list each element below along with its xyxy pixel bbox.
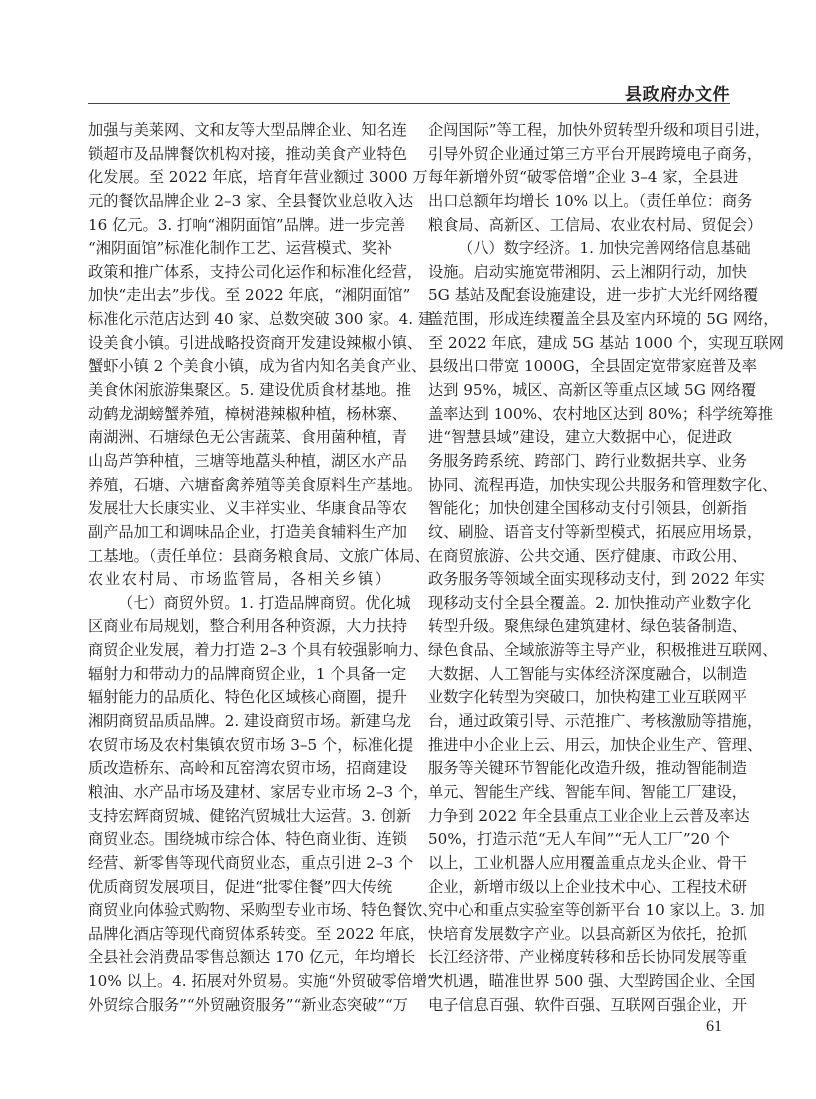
text-line: 粮食局、高新区、工信局、农业农村局、贸促会） xyxy=(428,215,763,234)
text-line: 全县社会消费品零售总额达 170 亿元，年均增长 xyxy=(88,948,416,967)
text-line: 业数字化转型为突破口，加快构建工业互联网平 xyxy=(428,688,747,707)
text-line: 快培育发展数字产业。以县高新区为依托，抢抓 xyxy=(428,924,747,943)
text-line: 湘阴商贸品质品牌。2. 建设商贸市场。新建乌龙 xyxy=(88,712,412,731)
text-line: 电子信息百强、软件百强、互联网百强企业，开 xyxy=(428,995,747,1014)
text-line: 经营、新零售等现代商贸业态，重点引进 2–3 个 xyxy=(88,853,414,872)
text-line: 山岛芦笋种植，三塘等地藠头种植，湖区水产品 xyxy=(88,451,407,470)
header-divider xyxy=(88,103,730,104)
text-line: 力争到 2022 年全县重点工业企业上云普及率达 xyxy=(428,806,750,825)
text-line: 农贸市场及农村集镇农贸市场 3–5 个，标准化提 xyxy=(88,735,414,754)
text-line: 优质商贸发展项目，促进“批零住餐”四大传统 xyxy=(88,877,393,896)
left-text-column xyxy=(88,119,443,1017)
text-line: （八）数字经济。1. 加快完善网络信息基础 xyxy=(458,239,751,258)
text-line: 粮油、水产品市场及建材、家居专业市场 2–3 个， xyxy=(88,782,429,801)
text-line: 养殖，石塘、六塘畜禽养殖等美食原料生产基地。 xyxy=(88,475,423,494)
text-line: 县级出口带宽 1000G，全县固定宽带家庭普及率 xyxy=(428,357,757,376)
text-line: 至 2022 年底，建成 5G 基站 1000 个，实现互联网 xyxy=(428,333,784,352)
text-line: 单元、智能生产线、智能车间、智能工厂建设， xyxy=(428,782,747,801)
text-line: 大数据、人工智能与实体经济深度融合，以制造 xyxy=(428,664,747,683)
text-line: 盖率达到 100%、农村地区达到 80%；科学统筹推 xyxy=(428,404,774,423)
text-line: 政务服务等领域全面实现移动支付，到 2022 年实 xyxy=(428,570,765,589)
text-line: 大机遇，瞄准世界 500 强、大型跨国企业、全国 xyxy=(428,972,756,991)
text-line: 工基地。（责任单位：县商务粮食局、文旅广体局、 xyxy=(88,546,430,565)
text-line: 务服务跨系统、跨部门、跨行业数据共享、业务 xyxy=(428,451,747,470)
running-header-title: 县政府办文件 xyxy=(625,85,730,105)
text-line: （七）商贸外贸。1. 打造品牌商贸。优化城 xyxy=(118,593,411,612)
text-line: 副产品加工和调味品企业，打造美食辅料生产加 xyxy=(88,522,407,541)
text-line: 标准化示范店达到 40 家、总数突破 300 家。4. 建 xyxy=(88,310,434,329)
text-line: 5G 基站及配套设施建设，进一步扩大光纤网络覆 xyxy=(428,286,759,305)
text-line: 锁超市及品牌餐饮机构对接，推动美食产业特色 xyxy=(88,144,407,163)
text-line: 盖范围，形成连续覆盖全县及室内环境的 5G 网络， xyxy=(428,310,779,329)
text-line: 加快“走出去”步伐。至 2022 年底，“湘阴面馆” xyxy=(88,286,411,305)
text-line: 支持宏辉商贸城、健铭汽贸城壮大运营。3. 创新 xyxy=(88,806,412,825)
text-line: 蟹虾小镇 2 个美食小镇，成为省内知名美食产业、 xyxy=(88,357,427,376)
text-line: 商贸业向体验式购物、采购型专业市场、特色餐饮、 xyxy=(88,901,438,920)
text-line: 在商贸旅游、公共交通、医疗健康、市政公用、 xyxy=(428,546,747,565)
text-line: 商贸业态。围绕城市综合体、特色商业街、连锁 xyxy=(88,830,407,849)
text-line: 设美食小镇。引进战略投资商开发建设辣椒小镇、 xyxy=(88,333,423,352)
right-text-column xyxy=(428,119,784,1017)
text-line: 转型升级。聚焦绿色建筑建材、绿色装备制造、 xyxy=(428,617,747,636)
text-line: 究中心和重点实验室等创新平台 10 家以上。3. 加 xyxy=(428,901,765,920)
text-line: 达到 95%，城区、高新区等重点区域 5G 网络覆 xyxy=(428,381,757,400)
text-line: 10% 以上。4. 拓展对外贸易。实施“外贸破零倍增”“ xyxy=(88,972,443,991)
text-line: 政策和推广体系，支持公司化运作和标准化经营， xyxy=(88,262,423,281)
text-line: 进“智慧县域”建设，建立大数据中心，促进政 xyxy=(428,428,733,447)
page-number: 61 xyxy=(706,1018,722,1035)
text-line: 引导外贸企业通过第三方平台开展跨境电子商务， xyxy=(428,144,763,163)
text-line: 企闯国际”等工程，加快外贸转型升级和项目引进， xyxy=(428,121,770,139)
text-line: 智能化；加快创建全国移动支付引领县，创新指 xyxy=(428,499,747,518)
text-line: 辐射能力的品质化、特色化区域核心商圈，提升 xyxy=(88,688,407,707)
text-line: 区商业布局规划，整合利用各种资源，大力扶持 xyxy=(88,617,407,636)
text-line: 纹、刷脸、语音支付等新型模式，拓展应用场景， xyxy=(428,522,763,541)
text-line: 推进中小企业上云、用云，加快企业生产、管理、 xyxy=(428,735,763,754)
text-line: 以上，工业机器人应用覆盖重点龙头企业、骨干 xyxy=(428,853,747,872)
text-line: 商贸企业发展，着力打造 2–3 个具有较强影响力、 xyxy=(88,641,429,660)
text-line: 现移动支付全县全覆盖。2. 加快推动产业数字化 xyxy=(428,593,752,612)
text-line: “湘阴面馆”标准化制作工艺、运营模式、奖补 xyxy=(88,239,393,258)
text-line: 每年新增外贸“破零倍增”企业 3–4 家，全县进 xyxy=(428,168,739,187)
text-line: 16 亿元。3. 打响“湘阴面馆”品牌。进一步完善 xyxy=(88,215,406,234)
text-line: 长江经济带、产业梯度转移和岳长协同发展等重 xyxy=(428,948,747,967)
text-line: 设施。启动实施宽带湘阴、云上湘阴行动，加快 xyxy=(428,262,747,281)
text-line: 企业，新增市级以上企业技术中心、工程技术研 xyxy=(428,877,747,896)
text-line: 辐射力和带动力的品牌商贸企业，1 个具备一定 xyxy=(88,664,407,683)
text-line: 元的餐饮品牌企业 2–3 家、全县餐饮业总收入达 xyxy=(88,191,414,210)
text-line: 台，通过政策引导、示范推广、考核激励等措施， xyxy=(428,712,763,731)
text-line: 农业农村局、市场监管局，各相关乡镇） xyxy=(88,570,390,589)
text-line: 发展壮大长康实业、义丰祥实业、华康食品等农 xyxy=(88,499,407,518)
text-line: 绿色食品、全域旅游等主导产业，积极推进互联网、 xyxy=(428,641,778,660)
text-line: 南湖洲、石塘绿色无公害蔬菜、食用菌种植，青 xyxy=(88,428,407,447)
text-line: 50%，打造示范“无人车间”“无人工厂”20 个 xyxy=(428,830,730,849)
text-line: 质改造桥东、高岭和瓦窑湾农贸市场，招商建设 xyxy=(88,759,407,778)
text-line: 化发展。至 2022 年底，培育年营业额过 3000 万 xyxy=(88,168,428,187)
text-line: 动鹤龙湖螃蟹养殖，樟树港辣椒种植，杨林寨、 xyxy=(88,404,407,423)
text-line: 协同、流程再造，加快实现公共服务和管理数字化、 xyxy=(428,475,778,494)
text-line: 美食休闲旅游集聚区。5. 建设优质食材基地。推 xyxy=(88,381,412,400)
text-line: 外贸综合服务”“外贸融资服务”“新业态突破”“万 xyxy=(88,995,408,1014)
text-line: 加强与美莱网、文和友等大型品牌企业、知名连 xyxy=(88,121,407,139)
text-line: 服务等关键环节智能化改造升级，推动智能制造 xyxy=(428,759,747,778)
text-line: 出口总额年均增长 10% 以上。（责任单位：商务 xyxy=(428,191,753,210)
text-line: 品牌化酒店等现代商贸体系转变。至 2022 年底， xyxy=(88,924,425,943)
